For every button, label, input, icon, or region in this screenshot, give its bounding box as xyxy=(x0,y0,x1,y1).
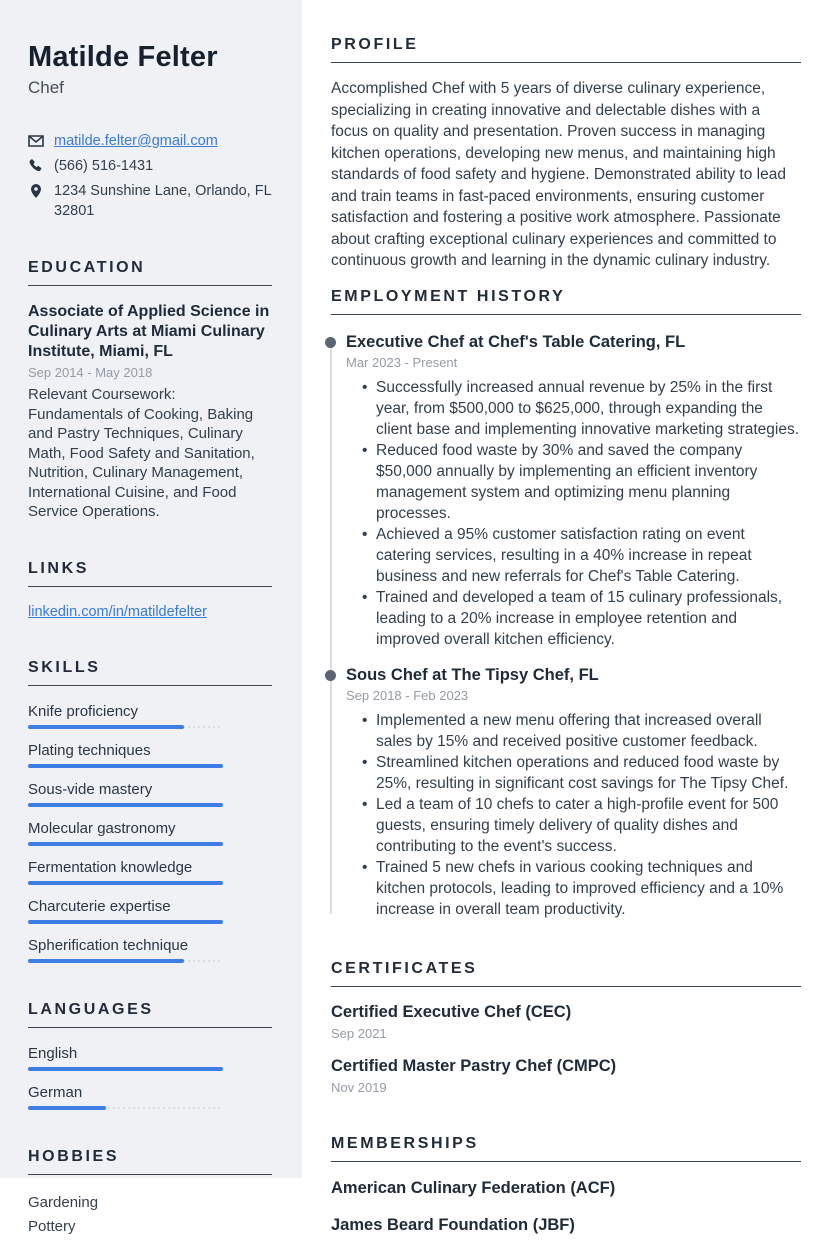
certificate-title: Certified Executive Chef (CEC) xyxy=(331,1002,572,1021)
skill-item xyxy=(28,819,272,846)
skill-item xyxy=(28,741,272,768)
skill-bar-fill xyxy=(28,764,223,768)
skill-bar-track xyxy=(28,803,223,807)
job-bullet: • Successfully increased annual revenue by 25% in the first year, from $500,000 to $625,000, through expanding the client base and implementing innovative marketing strategies. xyxy=(362,377,801,440)
employment-section xyxy=(331,288,801,920)
job-bullet: • Implemented a new menu offering that increased overall sales by 15% and received positive customer feedback. xyxy=(362,710,801,752)
main-content xyxy=(302,0,833,1234)
employment-timeline xyxy=(331,332,801,920)
contact-list xyxy=(28,131,272,221)
person-role: Chef xyxy=(28,78,64,97)
skill-item xyxy=(28,702,272,729)
skill-label: Spherification technique xyxy=(28,936,189,954)
job-entry xyxy=(331,332,801,650)
skill-bar-track xyxy=(28,764,223,768)
skill-item xyxy=(28,897,272,924)
certificates-heading: CERTIFICATES xyxy=(331,960,801,987)
education-heading: EDUCATION xyxy=(28,259,272,286)
email-link[interactable]: matilde.felter@gmail.com xyxy=(54,133,218,149)
skill-label: Molecular gastronomy xyxy=(28,819,176,837)
job-bullets xyxy=(346,377,801,650)
person-name: Matilde Felter xyxy=(28,41,218,73)
skill-item xyxy=(28,858,272,885)
profile-text: Accomplished Chef with 5 years of diverse culinary experience, specializing in creating innovative and delectable dishes with a focus on quality and presentation. Proven success in managing kitchen operations, developing new menus, and maintaining high standards of food safety and hygiene. Demonstrated ability to lead and train teams in fast-paced environments, ensuring customer satisfaction and fostering a positive work atmosphere. Passionate about crafting exceptional culinary experiences and committed to continuous growth and learning in the dynamic culinary industry. xyxy=(331,80,786,269)
address-text: 1234 Sunshine Lane, Orlando, FL 32801 xyxy=(54,183,272,219)
certificate-date: Nov 2019 xyxy=(331,1079,387,1095)
job-bullet: • Streamlined kitchen operations and reduced food waste by 25%, resulting in significant cost savings for The Tipsy Chef. xyxy=(362,752,801,794)
job-title: Sous Chef at The Tipsy Chef, FL xyxy=(346,665,599,684)
language-bar-fill xyxy=(28,1106,106,1110)
skill-label: Fermentation knowledge xyxy=(28,858,193,876)
skills-section xyxy=(28,659,272,963)
job-bullet: • Reduced food waste by 30% and saved the company $50,000 annually by implementing an efficient inventory management system and optimizing menu planning processes. xyxy=(362,440,801,524)
job-bullet: • Trained 5 new chefs in various cooking techniques and kitchen protocols, leading to improved efficiency and a 10% increase in overall team productivity. xyxy=(362,857,801,920)
language-bar-fill xyxy=(28,1067,223,1071)
contact-phone-row xyxy=(28,156,272,176)
skill-bar-track xyxy=(28,842,223,846)
employment-heading: EMPLOYMENT HISTORY xyxy=(331,288,801,315)
skill-bar-fill xyxy=(28,881,223,885)
certificates-section xyxy=(331,960,801,1095)
skill-bar-track xyxy=(28,881,223,885)
job-bullet: • Achieved a 95% customer satisfaction rating on event catering services, resulting in a 40% increase in repeat business and new referrals for Chef's Table Catering. xyxy=(362,524,801,587)
hobby-item: Gardening xyxy=(28,1193,99,1211)
job-bullet: • Led a team of 10 chefs to cater a high-profile event for 500 guests, ensuring timely delivery of quality dishes and contributing to the event's success. xyxy=(362,794,801,857)
contact-email-row xyxy=(28,131,272,151)
job-title: Executive Chef at Chef's Table Catering, FL xyxy=(346,332,686,351)
job-entry xyxy=(331,665,801,920)
contact-address-row xyxy=(28,181,272,221)
links-heading: LINKS xyxy=(28,560,272,587)
skill-item xyxy=(28,780,272,807)
skill-label: Plating techniques xyxy=(28,741,151,759)
education-degree: Associate of Applied Science in Culinary Arts at Miami Culinary Institute, Miami, FL xyxy=(28,303,270,360)
job-dates: Sep 2018 - Feb 2023 xyxy=(346,687,469,703)
languages-heading: LANGUAGES xyxy=(28,1001,272,1028)
education-description: Relevant Coursework: Fundamentals of Cooking, Baking and Pastry Techniques, Culinary Math, Food Safety and Sanitation, Nutrition, Culinary Management, International Cuisine, and Food Service Operations. xyxy=(28,386,255,520)
language-label: German xyxy=(28,1083,83,1101)
hobbies-heading: HOBBIES xyxy=(28,1148,272,1175)
skill-bar-fill xyxy=(28,842,223,846)
education-section xyxy=(28,259,272,522)
language-bar-track xyxy=(28,1106,223,1110)
hobby-item: Pottery xyxy=(28,1218,76,1235)
skill-bar-fill xyxy=(28,920,223,924)
certificate-item xyxy=(331,1002,801,1041)
linkedin-link[interactable]: linkedin.com/in/matildefelter xyxy=(28,603,207,620)
memberships-heading: MEMBERSHIPS xyxy=(331,1135,801,1162)
language-item xyxy=(28,1044,272,1071)
location-pin-icon xyxy=(28,183,44,199)
language-item xyxy=(28,1083,272,1110)
sidebar xyxy=(0,0,302,1235)
phone-number: (566) 516-1431 xyxy=(54,158,154,174)
skill-bar-track xyxy=(28,920,223,924)
profile-section xyxy=(331,36,801,272)
job-dates: Mar 2023 - Present xyxy=(346,354,458,370)
links-section xyxy=(28,560,272,621)
skill-bar-track xyxy=(28,959,223,963)
membership-item: James Beard Foundation (JBF) xyxy=(331,1215,575,1234)
envelope-icon xyxy=(28,133,44,149)
skill-bar-fill xyxy=(28,803,223,807)
skill-label: Sous-vide mastery xyxy=(28,780,153,798)
skill-bar-fill xyxy=(28,959,184,963)
skill-bar-fill xyxy=(28,725,184,729)
skills-heading: SKILLS xyxy=(28,659,272,686)
skill-item xyxy=(28,936,272,963)
job-bullets xyxy=(346,710,801,920)
certificate-item xyxy=(331,1056,801,1095)
language-label: English xyxy=(28,1044,78,1062)
memberships-section xyxy=(331,1135,801,1236)
timeline-dot xyxy=(325,670,336,681)
skill-bar-track xyxy=(28,725,223,729)
certificate-date: Sep 2021 xyxy=(331,1025,387,1041)
job-bullet: • Trained and developed a team of 15 culinary professionals, leading to a 20% increase in employee retention and improved overall kitchen efficiency. xyxy=(362,587,801,650)
membership-item: American Culinary Federation (ACF) xyxy=(331,1178,616,1197)
languages-section xyxy=(28,1001,272,1110)
certificate-title: Certified Master Pastry Chef (CMPC) xyxy=(331,1056,617,1075)
education-dates: Sep 2014 - May 2018 xyxy=(28,365,153,380)
profile-heading: PROFILE xyxy=(331,36,801,63)
skill-label: Charcuterie expertise xyxy=(28,897,171,915)
skill-label: Knife proficiency xyxy=(28,702,139,720)
timeline-dot xyxy=(325,337,336,348)
phone-icon xyxy=(28,158,44,174)
language-bar-track xyxy=(28,1067,223,1071)
hobbies-section xyxy=(28,1148,272,1240)
